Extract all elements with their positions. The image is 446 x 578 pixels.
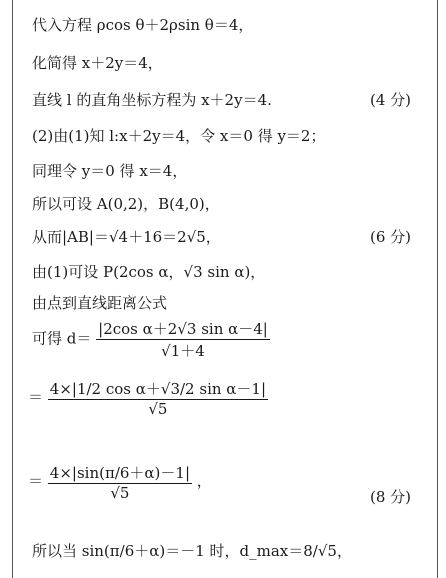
distance-denominator: √1＋4: [96, 339, 270, 361]
solution-line-2: 化简得 x＋2y＝4，: [32, 54, 163, 72]
solution-line-7: 从而|AB|＝√4＋16＝2√5，: [32, 228, 221, 246]
distance-prefix: 可得 d＝: [32, 329, 92, 348]
step3-numerator: 4×|sin(π/6＋α)－1|: [49, 464, 191, 482]
score-8: (8 分): [370, 488, 412, 506]
solution-line-9: 由点到直线距离公式: [32, 294, 168, 312]
distance-numerator: |2cos α＋2√3 sin α－4|: [98, 320, 268, 338]
score-4: (4 分): [370, 91, 412, 109]
distance-step-2: ＝ $\frac{\text{4×|1/2 cos α＋√3/2 sin α－1|}}{√5}$: [28, 380, 267, 418]
solution-line-5: 同理令 y＝0 得 x＝4，: [32, 162, 188, 180]
solution-line-4: (2)由(1)知 l:x＋2y＝4，令 x＝0 得 y＝2；: [32, 127, 326, 145]
step2-denominator: √5: [48, 399, 268, 418]
solution-line-6: 所以可设 A(0,2)，B(4,0)，: [32, 195, 220, 213]
step2-numerator: 4×|1/2 cos α＋√3/2 sin α－1|: [49, 380, 267, 398]
solution-line-3: 直线 l 的直角坐标方程为 x＋2y＝4.: [32, 91, 272, 109]
distance-fraction: [96, 318, 270, 361]
distance-step-3: ＝ $\frac{4\times|\sin(\pi/6+\alpha)-1|}{√5}$ ，: [28, 464, 212, 502]
solution-line-8: 由(1)可设 P(2cos α，√3 sin α)，: [32, 263, 266, 281]
step2-fraction: [48, 378, 268, 418]
step3-denominator: √5: [48, 483, 192, 502]
step3-fraction: [48, 462, 192, 502]
distance-formula: [32, 318, 270, 361]
solution-line-1: 代入方程 ρcos θ＋2ρsin θ＝4，: [32, 16, 254, 34]
score-6: (6 分): [370, 228, 412, 246]
final-line: 所以当 sin(π/6＋α)＝－1 时，d_max＝8/√5，: [32, 542, 352, 560]
